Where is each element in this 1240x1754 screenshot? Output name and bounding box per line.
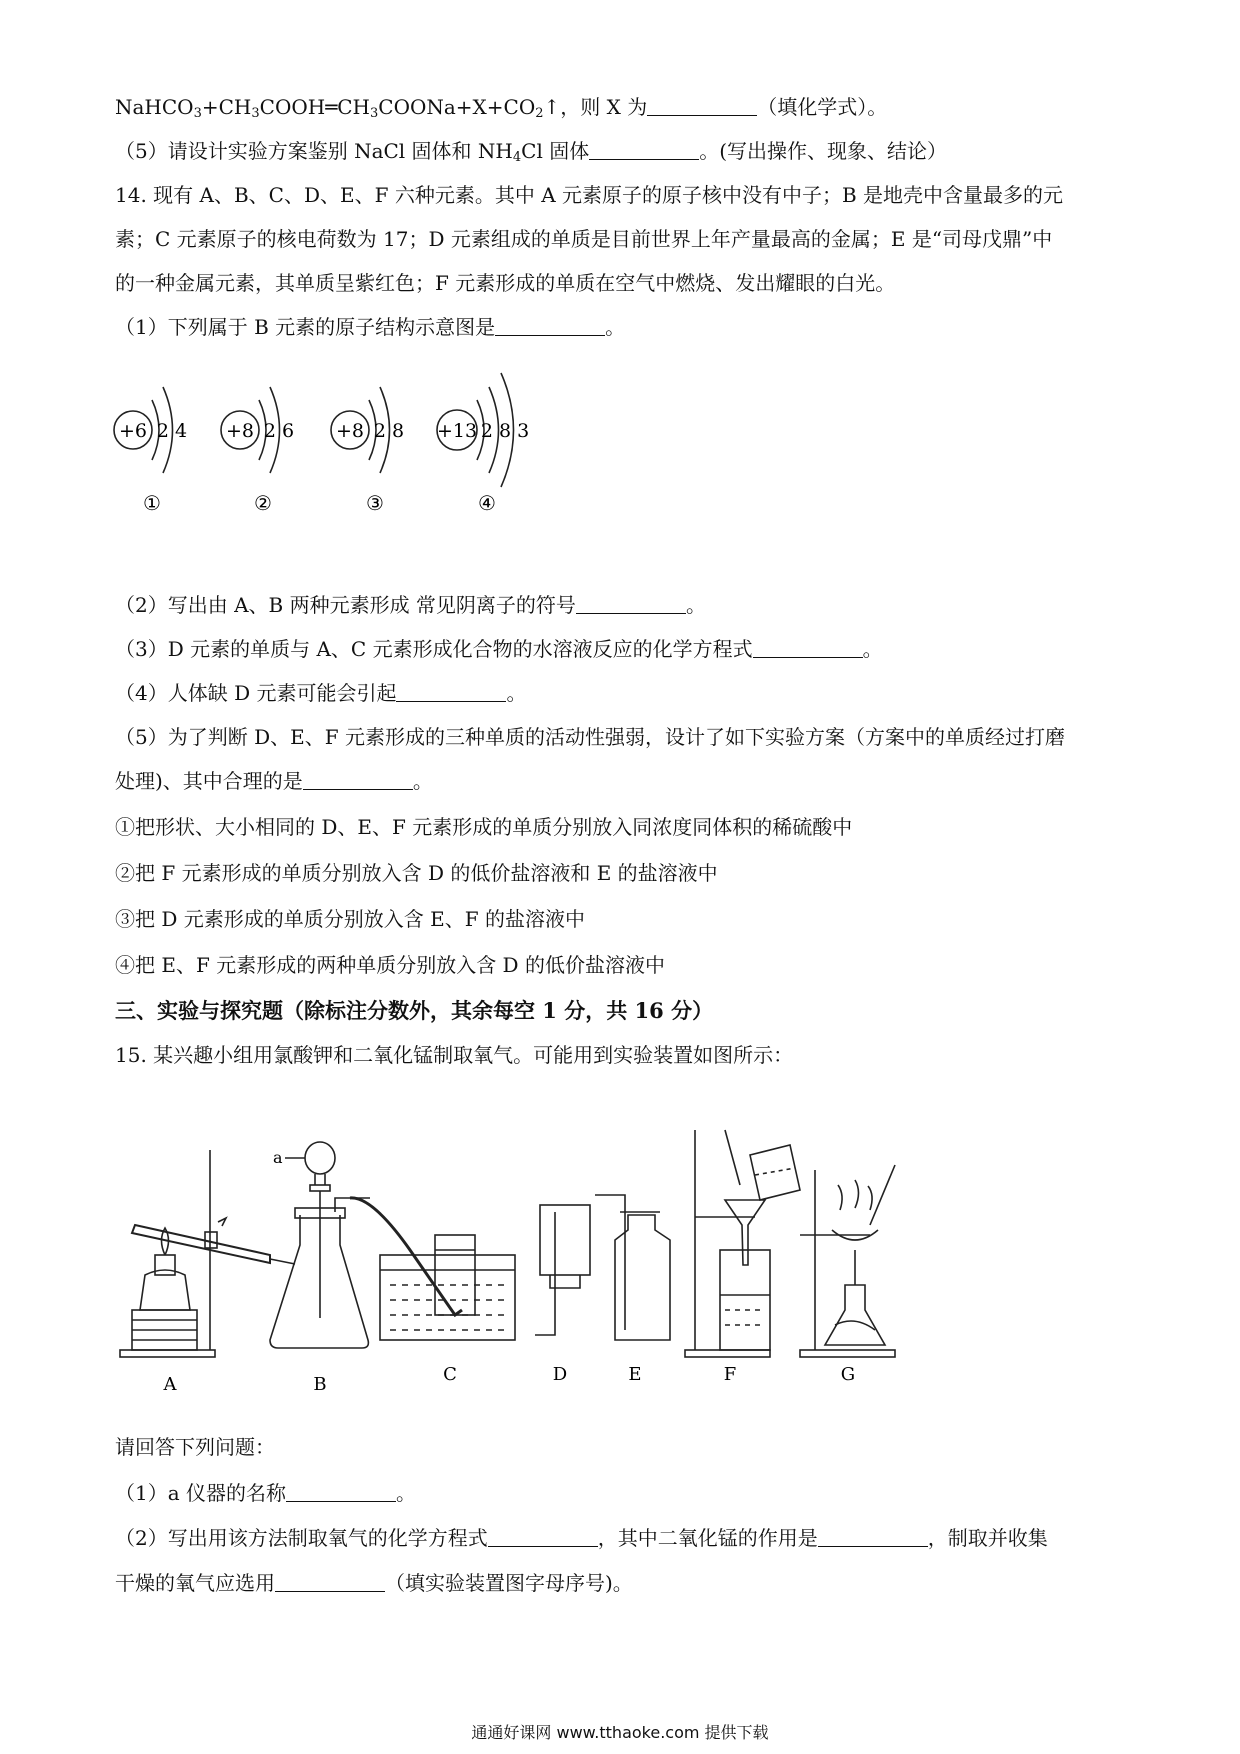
q15-stem: 15. 某兴趣小组用氯酸钾和二氧化锰制取氧气。可能用到实验装置如图所示： — [115, 1043, 794, 1067]
atom-4-shells: 2 8 3 — [480, 420, 530, 442]
apparatus-c-label: C — [443, 1364, 457, 1385]
apparatus-b[interactable] — [270, 1142, 370, 1348]
apparatus-d-label: D — [552, 1364, 568, 1385]
atom-1-nucleus: +6 — [118, 420, 148, 442]
atom-1-label: ① — [143, 491, 161, 515]
q14-part5-line1: （5）为了判断 D、E、F 元素形成的三种单质的活动性强弱，设计了如下实验方案（方案中的单质经过打磨 — [115, 725, 1065, 749]
apparatus-g-label: G — [840, 1364, 856, 1385]
atom-2-shells: 2 6 — [263, 420, 295, 442]
answer-blank[interactable] — [488, 1526, 598, 1547]
funnel-a-label: a — [273, 1148, 283, 1167]
atom-4-label: ④ — [478, 491, 496, 515]
q14-option-1: ①把形状、大小相同的 D、E、F 元素形成的单质分别放入同浓度同体积的稀硫酸中 — [115, 815, 853, 839]
apparatus-a[interactable] — [120, 1150, 295, 1357]
apparatus-e-label: E — [628, 1364, 642, 1385]
answer-blank[interactable] — [753, 637, 863, 658]
q15-part2-line2: 干燥的氧气应选用 （填实验装置图字母序号)。 — [115, 1571, 633, 1595]
q14-option-2: ②把 F 元素形成的单质分别放入含 D 的低价盐溶液和 E 的盐溶液中 — [115, 861, 718, 885]
page-footer: 通通好课网 www.tthaoke.com 提供下载 — [471, 1723, 769, 1742]
answer-blank[interactable] — [647, 95, 757, 116]
atom-1-shells: 2 4 — [156, 420, 188, 442]
atom-structure-diagrams — [100, 355, 560, 525]
apparatus-b-label: B — [313, 1374, 327, 1395]
apparatus-c[interactable] — [350, 1198, 515, 1340]
q14-option-4: ④把 E、F 元素形成的两种单质分别放入含 D 的低价盐溶液中 — [115, 953, 665, 977]
q14-part5-line2: 处理)、其中合理的是 。 — [115, 769, 433, 793]
answer-blank[interactable] — [303, 769, 413, 790]
q14-option-3: ③把 D 元素形成的单质分别放入含 E、F 的盐溶液中 — [115, 907, 585, 931]
answer-blank[interactable] — [576, 593, 686, 614]
section-3-title: 三、实验与探究题（除标注分数外，其余每空 1 分，共 16 分） — [115, 998, 714, 1023]
q14-part1: （1）下列属于 B 元素的原子结构示意图是 。 — [115, 315, 626, 339]
atom-2-label: ② — [254, 491, 272, 515]
q14-stem-3: 的一种金属元素，其单质呈紫红色；F 元素形成的单质在空气中燃烧、发出耀眼的白光。 — [115, 271, 896, 295]
answer-blank[interactable] — [275, 1571, 385, 1592]
q13-equation-line: $NaHCO_3+CH_3COOH═CH_3COONa+X+CO_2↑$，则 X 为 （填化学式）。 — [115, 95, 888, 121]
q15-answer-intro: 请回答下列问题： — [115, 1435, 275, 1459]
q13-part5: （5）请设计实验方案鉴别 NaCl 固体和 $NH_4Cl$ 固体 。(写出操作、现象、结论） — [115, 139, 948, 165]
apparatus-g[interactable] — [800, 1165, 895, 1357]
atom-3-label: ③ — [366, 491, 384, 515]
q14-stem-2: 素；C 元素原子的核电荷数为 17；D 元素组成的单质是目前世界上年产量最高的金属；E 是“司母戊鼎”中 — [115, 227, 1053, 251]
answer-blank[interactable] — [818, 1526, 928, 1547]
apparatus-f-label: F — [723, 1364, 737, 1385]
answer-blank[interactable] — [589, 139, 699, 160]
answer-blank[interactable] — [286, 1481, 396, 1502]
answer-blank[interactable] — [396, 681, 506, 702]
atom-4-nucleus: +13 — [436, 420, 478, 442]
lab-apparatus-figure — [110, 1100, 980, 1400]
q15-part1: （1）a 仪器的名称 。 — [115, 1481, 417, 1505]
q15-part2-line1: （2）写出用该方法制取氧气的化学方程式 ，其中二氧化锰的作用是 ，制取并收集 — [115, 1526, 1048, 1550]
apparatus-d[interactable] — [535, 1205, 590, 1335]
q14-part2: （2）写出由 A、B 两种元素形成 常见阴离子的符号 。 — [115, 593, 706, 617]
q14-part4: （4）人体缺 D 元素可能会引起 。 — [115, 681, 527, 705]
apparatus-e[interactable] — [595, 1195, 670, 1340]
atom-3-shells: 2 8 — [373, 420, 405, 442]
apparatus-f[interactable] — [685, 1130, 800, 1357]
atom-2-nucleus: +8 — [225, 420, 255, 442]
answer-blank[interactable] — [495, 315, 605, 336]
q14-part3: （3）D 元素的单质与 A、C 元素形成化合物的水溶液反应的化学方程式 。 — [115, 637, 883, 661]
apparatus-a-label: A — [163, 1374, 177, 1395]
q14-stem-1: 14. 现有 A、B、C、D、E、F 六种元素。其中 A 元素原子的原子核中没有中子；B 是地壳中含量最多的元 — [115, 183, 1064, 207]
atom-3-nucleus: +8 — [335, 420, 365, 442]
